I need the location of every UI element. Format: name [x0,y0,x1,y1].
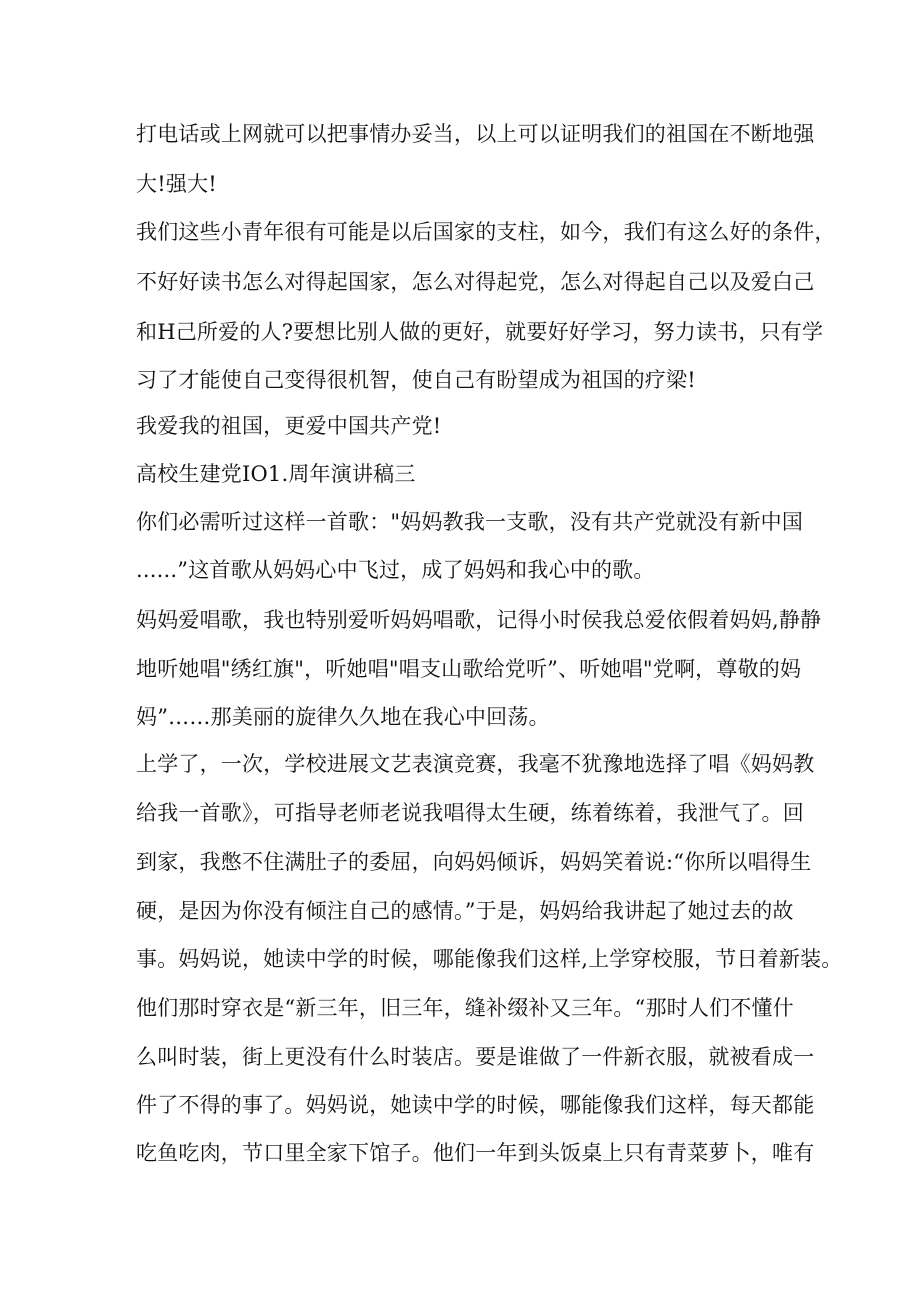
text-line: 打电话或上网就可以把事情办妥当，以上可以证明我们的祖国在不断地强 [136,122,815,146]
text-line: 上学了，一次，学校进展文艺表演竞赛，我毫不犹豫地选择了唱《妈妈教 [136,752,815,776]
text-line: 件了不得的事了。妈妈说，她读中学的时候，哪能像我们这样，每天都能 [136,1093,815,1117]
text-line: 习了才能使自己变得很机智，使自己有盼望成为祖国的疗梁! [136,368,696,392]
text-line: 妈”……那美丽的旋律久久地在我心中回荡。 [136,705,550,729]
text-line: 大!强大! [136,172,217,196]
text-line: 我们这些小青年很有可能是以后国家的支柱，如今，我们有这么好的条件， [136,220,836,244]
text-line: 硬，是因为你没有倾注自己的感情。”于是，妈妈给我讲起了她过去的故 [136,899,794,923]
text-line: 给我一首歌》，可指导老师老说我唱得太生硬，练着练着，我泄气了。回 [136,801,804,825]
text-line: ......”这首歌从妈妈心中飞过，成了妈妈和我心中的歌。 [136,558,655,582]
text-line: 妈妈爱唱歌，我也特别爱听妈妈唱歌，记得小时侯我总爱依假着妈妈,静静 [136,608,822,632]
text-line: 他们那时穿衣是“新三年，旧三年，缝补缀补又三年。“那时人们不懂什 [136,996,794,1020]
text-line: 事。妈妈说，她读中学的时候，哪能像我们这样,上学穿校服，节日着新装。 [136,947,843,971]
text-line: 我爱我的祖国，更爱中国共产党! [136,414,442,438]
section-heading: 高校生建党IO1.周年演讲稿三 [136,462,416,486]
text-line: 地听她唱"绣红旗"，听她唱"唱支山歌给党听”、听她唱"党啊，尊敬的妈 [136,657,802,681]
text-line: 到家，我憋不住满肚子的委屈，向妈妈倾诉，妈妈笑着说:“你所以唱得生 [136,850,812,874]
text-line: 么叫时装，街上更没有什么时装店。要是谁做了一件新衣服，就被看成一 [136,1045,815,1069]
text-line: 吃鱼吃肉，节口里全家下馆子。他们一年到头饭桌上只有青菜萝卜，唯有 [136,1141,815,1165]
text-line: 你们必需听过这样一首歌："妈妈教我一支歌，没有共产党就没有新中国 [136,510,804,534]
text-line: 不好好读书怎么对得起国家，怎么对得起党，怎么对得起自己以及爱白己 [136,270,815,294]
text-line: 和H己所爱的人?要想比别人做的更好，就要好好学习，努力读书，只有学 [136,320,824,344]
